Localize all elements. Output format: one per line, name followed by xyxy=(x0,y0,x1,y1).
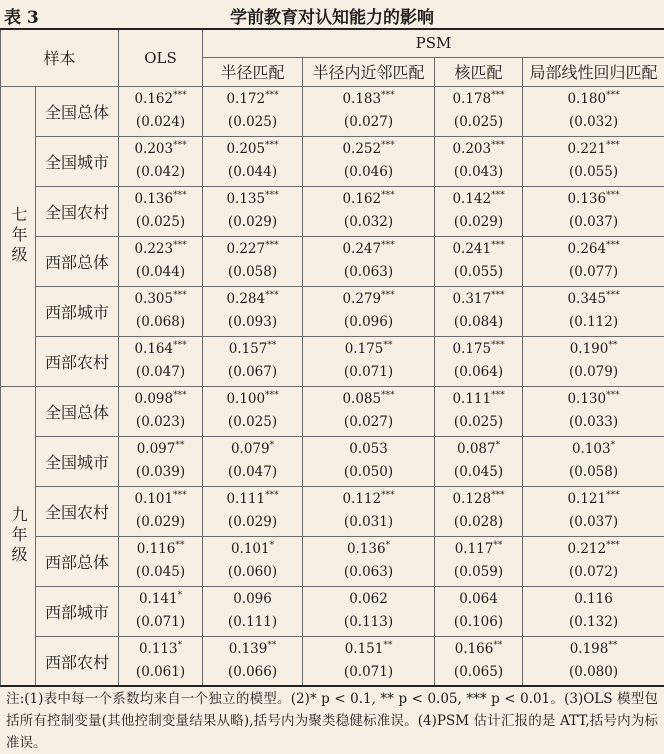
coefficient: 0.064 xyxy=(459,591,498,607)
table-row xyxy=(1,536,664,586)
estimate-cell xyxy=(523,386,664,436)
header-sample: 样本 xyxy=(1,29,119,86)
sample-label: 全国农村 xyxy=(36,486,119,536)
significance-stars: *** xyxy=(491,90,505,101)
coefficient: 0.252 xyxy=(342,141,382,157)
estimate-cell xyxy=(523,286,664,336)
sample-label: 全国城市 xyxy=(36,136,119,186)
standard-error: (0.055) xyxy=(453,264,504,280)
standard-error: (0.043) xyxy=(453,164,504,180)
standard-error: (0.072) xyxy=(568,564,619,580)
estimate-cell xyxy=(435,86,523,136)
standard-error: (0.025) xyxy=(227,114,278,130)
header-psm-llr: 局部线性回归匹配 xyxy=(523,57,664,86)
coefficient: 0.157 xyxy=(228,341,268,357)
estimate-cell xyxy=(303,536,435,586)
standard-error: (0.029) xyxy=(227,214,278,230)
coefficient: 0.079 xyxy=(230,441,270,457)
estimate-cell xyxy=(435,136,523,186)
table-row xyxy=(1,436,664,486)
standard-error: (0.058) xyxy=(568,464,619,480)
sample-label: 全国总体 xyxy=(36,386,119,436)
standard-error: (0.037) xyxy=(568,214,619,230)
standard-error: (0.080) xyxy=(568,664,619,680)
coefficient: 0.136 xyxy=(134,191,174,207)
results-table xyxy=(0,28,664,687)
significance-stars: * xyxy=(177,640,183,651)
significance-stars: *** xyxy=(381,390,395,401)
standard-error: (0.032) xyxy=(343,214,394,230)
header-psm-kernel: 核匹配 xyxy=(435,57,523,86)
standard-error: (0.055) xyxy=(568,164,619,180)
significance-stars: *** xyxy=(381,240,395,251)
coefficient: 0.212 xyxy=(567,541,607,557)
standard-error: (0.027) xyxy=(343,114,394,130)
significance-stars: ** xyxy=(175,440,185,451)
significance-stars: ** xyxy=(608,640,618,651)
sample-label: 西部总体 xyxy=(36,536,119,586)
standard-error: (0.132) xyxy=(568,614,619,630)
standard-error: (0.068) xyxy=(135,314,186,330)
coefficient: 0.116 xyxy=(574,591,613,607)
coefficient: 0.100 xyxy=(226,391,266,407)
standard-error: (0.079) xyxy=(568,364,619,380)
estimate-cell xyxy=(303,336,435,386)
estimate-cell xyxy=(435,186,523,236)
significance-stars: *** xyxy=(173,290,187,301)
standard-error: (0.045) xyxy=(453,464,504,480)
standard-error: (0.067) xyxy=(227,364,278,380)
standard-error: (0.061) xyxy=(135,664,186,680)
significance-stars: *** xyxy=(173,390,187,401)
significance-stars: *** xyxy=(491,240,505,251)
significance-stars: *** xyxy=(173,140,187,151)
standard-error: (0.025) xyxy=(453,414,504,430)
coefficient: 0.284 xyxy=(226,291,266,307)
significance-stars: *** xyxy=(381,90,395,101)
standard-error: (0.045) xyxy=(135,564,186,580)
estimate-cell xyxy=(303,586,435,636)
coefficient: 0.151 xyxy=(344,641,384,657)
coefficient: 0.317 xyxy=(452,291,492,307)
significance-stars: * xyxy=(385,540,391,551)
estimate-cell xyxy=(523,586,664,636)
estimate-cell xyxy=(203,236,303,286)
estimate-cell xyxy=(119,536,203,586)
coefficient: 0.279 xyxy=(342,291,382,307)
table-row xyxy=(1,636,664,686)
estimate-cell xyxy=(119,236,203,286)
estimate-cell xyxy=(523,86,664,136)
estimate-cell xyxy=(119,186,203,236)
significance-stars: ** xyxy=(175,540,185,551)
standard-error: (0.037) xyxy=(568,514,619,530)
significance-stars: *** xyxy=(491,390,505,401)
coefficient: 0.136 xyxy=(346,541,386,557)
estimate-cell xyxy=(435,536,523,586)
estimate-cell xyxy=(119,86,203,136)
significance-stars: ** xyxy=(493,640,503,651)
significance-stars: *** xyxy=(173,90,187,101)
standard-error: (0.031) xyxy=(343,514,394,530)
standard-error: (0.025) xyxy=(135,214,186,230)
standard-error: (0.024) xyxy=(135,114,186,130)
coefficient: 0.175 xyxy=(344,341,384,357)
coefficient: 0.113 xyxy=(138,641,178,657)
standard-error: (0.066) xyxy=(227,664,278,680)
significance-stars: ** xyxy=(267,340,277,351)
estimate-cell xyxy=(203,336,303,386)
coefficient: 0.053 xyxy=(349,441,388,457)
sample-label: 西部总体 xyxy=(36,236,119,286)
estimate-cell xyxy=(435,586,523,636)
coefficient: 0.085 xyxy=(342,391,382,407)
grade-group-label: 七年级 xyxy=(1,86,36,386)
standard-error: (0.047) xyxy=(135,364,186,380)
estimate-cell xyxy=(523,336,664,386)
estimate-cell xyxy=(203,586,303,636)
standard-error: (0.059) xyxy=(453,564,504,580)
significance-stars: *** xyxy=(381,140,395,151)
significance-stars: *** xyxy=(606,540,620,551)
standard-error: (0.025) xyxy=(227,414,278,430)
coefficient: 0.128 xyxy=(452,491,492,507)
estimate-cell xyxy=(203,186,303,236)
standard-error: (0.071) xyxy=(343,364,394,380)
estimate-cell xyxy=(119,336,203,386)
coefficient: 0.190 xyxy=(569,341,609,357)
coefficient: 0.264 xyxy=(567,241,607,257)
estimate-cell xyxy=(435,386,523,436)
significance-stars: *** xyxy=(606,190,620,201)
significance-stars: * xyxy=(177,590,183,601)
standard-error: (0.029) xyxy=(453,214,504,230)
coefficient: 0.164 xyxy=(134,341,174,357)
coefficient: 0.183 xyxy=(342,91,382,107)
sample-label: 西部城市 xyxy=(36,286,119,336)
significance-stars: *** xyxy=(265,140,279,151)
standard-error: (0.025) xyxy=(453,114,504,130)
significance-stars: * xyxy=(269,440,275,451)
header-row-1 xyxy=(1,29,664,57)
header-psm: PSM xyxy=(203,29,664,57)
estimate-cell xyxy=(523,136,664,186)
estimate-cell xyxy=(303,486,435,536)
significance-stars: *** xyxy=(606,490,620,501)
coefficient: 0.203 xyxy=(134,141,174,157)
table-row xyxy=(1,86,664,136)
estimate-cell xyxy=(523,486,664,536)
standard-error: (0.029) xyxy=(227,514,278,530)
standard-error: (0.027) xyxy=(343,414,394,430)
coefficient: 0.101 xyxy=(134,491,174,507)
estimate-cell xyxy=(435,486,523,536)
significance-stars: *** xyxy=(265,90,279,101)
significance-stars: *** xyxy=(606,390,620,401)
estimate-cell xyxy=(435,436,523,486)
standard-error: (0.047) xyxy=(227,464,278,480)
estimate-cell xyxy=(523,186,664,236)
coefficient: 0.172 xyxy=(226,91,266,107)
standard-error: (0.084) xyxy=(453,314,504,330)
standard-error: (0.029) xyxy=(135,514,186,530)
standard-error: (0.096) xyxy=(343,314,394,330)
standard-error: (0.106) xyxy=(453,614,504,630)
coefficient: 0.142 xyxy=(452,191,492,207)
significance-stars: *** xyxy=(173,190,187,201)
significance-stars: *** xyxy=(265,240,279,251)
significance-stars: ** xyxy=(493,540,503,551)
standard-error: (0.042) xyxy=(135,164,186,180)
estimate-cell xyxy=(303,86,435,136)
table-body xyxy=(1,86,664,686)
grade-group-label: 九年级 xyxy=(1,386,36,686)
coefficient: 0.111 xyxy=(452,391,492,407)
significance-stars: *** xyxy=(265,490,279,501)
significance-stars: *** xyxy=(265,290,279,301)
estimate-cell xyxy=(203,86,303,136)
estimate-cell xyxy=(523,236,664,286)
coefficient: 0.203 xyxy=(452,141,492,157)
significance-stars: *** xyxy=(491,190,505,201)
table-title-row xyxy=(0,0,664,28)
coefficient: 0.062 xyxy=(349,591,388,607)
significance-stars: * xyxy=(610,440,616,451)
standard-error: (0.064) xyxy=(453,364,504,380)
sample-label: 西部城市 xyxy=(36,586,119,636)
table-row xyxy=(1,136,664,186)
standard-error: (0.071) xyxy=(135,614,186,630)
significance-stars: *** xyxy=(491,290,505,301)
estimate-cell xyxy=(435,336,523,386)
table-row xyxy=(1,186,664,236)
estimate-cell xyxy=(119,486,203,536)
standard-error: (0.060) xyxy=(227,564,278,580)
estimate-cell xyxy=(303,236,435,286)
standard-error: (0.071) xyxy=(343,664,394,680)
estimate-cell xyxy=(523,436,664,486)
significance-stars: *** xyxy=(606,240,620,251)
coefficient: 0.241 xyxy=(452,241,492,257)
table-label: 表 3 xyxy=(4,8,39,28)
significance-stars: *** xyxy=(173,340,187,351)
estimate-cell xyxy=(119,386,203,436)
table-row xyxy=(1,236,664,286)
coefficient: 0.101 xyxy=(230,541,270,557)
table-row xyxy=(1,286,664,336)
coefficient: 0.087 xyxy=(456,441,496,457)
significance-stars: ** xyxy=(383,640,393,651)
standard-error: (0.044) xyxy=(227,164,278,180)
coefficient: 0.098 xyxy=(134,391,174,407)
sample-label: 全国城市 xyxy=(36,436,119,486)
sample-label: 西部农村 xyxy=(36,336,119,386)
estimate-cell xyxy=(435,636,523,686)
standard-error: (0.063) xyxy=(343,564,394,580)
significance-stars: *** xyxy=(381,490,395,501)
estimate-cell xyxy=(435,286,523,336)
coefficient: 0.198 xyxy=(569,641,609,657)
coefficient: 0.136 xyxy=(567,191,607,207)
estimate-cell xyxy=(523,536,664,586)
estimate-cell xyxy=(119,636,203,686)
significance-stars: *** xyxy=(381,190,395,201)
standard-error: (0.065) xyxy=(453,664,504,680)
estimate-cell xyxy=(203,486,303,536)
header-psm-radius-nn: 半径内近邻匹配 xyxy=(303,57,435,86)
estimate-cell xyxy=(203,386,303,436)
significance-stars: *** xyxy=(381,290,395,301)
coefficient: 0.223 xyxy=(134,241,174,257)
estimate-cell xyxy=(119,136,203,186)
estimate-cell xyxy=(303,286,435,336)
estimate-cell xyxy=(303,186,435,236)
significance-stars: *** xyxy=(491,140,505,151)
coefficient: 0.103 xyxy=(571,441,611,457)
standard-error: (0.058) xyxy=(227,264,278,280)
coefficient: 0.178 xyxy=(452,91,492,107)
standard-error: (0.039) xyxy=(135,464,186,480)
significance-stars: *** xyxy=(606,290,620,301)
significance-stars: * xyxy=(269,540,275,551)
significance-stars: *** xyxy=(606,140,620,151)
table-row xyxy=(1,586,664,636)
significance-stars: ** xyxy=(383,340,393,351)
significance-stars: ** xyxy=(267,640,277,651)
coefficient: 0.345 xyxy=(567,291,607,307)
header-ols: OLS xyxy=(119,29,203,86)
standard-error: (0.023) xyxy=(135,414,186,430)
significance-stars: *** xyxy=(265,390,279,401)
table-row xyxy=(1,386,664,436)
coefficient: 0.205 xyxy=(226,141,266,157)
standard-error: (0.113) xyxy=(343,614,394,630)
coefficient: 0.175 xyxy=(452,341,492,357)
coefficient: 0.305 xyxy=(134,291,174,307)
standard-error: (0.112) xyxy=(568,314,619,330)
estimate-cell xyxy=(119,436,203,486)
coefficient: 0.096 xyxy=(233,591,272,607)
coefficient: 0.139 xyxy=(228,641,268,657)
coefficient: 0.247 xyxy=(342,241,382,257)
estimate-cell xyxy=(203,136,303,186)
coefficient: 0.097 xyxy=(136,441,176,457)
coefficient: 0.221 xyxy=(567,141,607,157)
coefficient: 0.112 xyxy=(342,491,382,507)
significance-stars: * xyxy=(495,440,501,451)
standard-error: (0.093) xyxy=(227,314,278,330)
coefficient: 0.180 xyxy=(567,91,607,107)
standard-error: (0.032) xyxy=(568,114,619,130)
sample-label: 全国农村 xyxy=(36,186,119,236)
estimate-cell xyxy=(119,286,203,336)
significance-stars: ** xyxy=(608,340,618,351)
estimate-cell xyxy=(523,636,664,686)
coefficient: 0.111 xyxy=(226,491,266,507)
header-psm-radius: 半径匹配 xyxy=(203,57,303,86)
estimate-cell xyxy=(303,386,435,436)
coefficient: 0.162 xyxy=(342,191,382,207)
sample-label: 西部农村 xyxy=(36,636,119,686)
coefficient: 0.135 xyxy=(226,191,266,207)
estimate-cell xyxy=(203,286,303,336)
coefficient: 0.121 xyxy=(567,491,607,507)
standard-error: (0.050) xyxy=(343,464,394,480)
coefficient: 0.162 xyxy=(134,91,174,107)
coefficient: 0.166 xyxy=(454,641,494,657)
estimate-cell xyxy=(203,536,303,586)
estimate-cell xyxy=(203,636,303,686)
sample-label: 全国总体 xyxy=(36,86,119,136)
coefficient: 0.130 xyxy=(567,391,607,407)
coefficient: 0.227 xyxy=(226,241,266,257)
significance-stars: *** xyxy=(606,90,620,101)
standard-error: (0.111) xyxy=(227,614,278,630)
standard-error: (0.077) xyxy=(568,264,619,280)
significance-stars: *** xyxy=(491,490,505,501)
table-row xyxy=(1,336,664,386)
coefficient: 0.141 xyxy=(138,591,178,607)
estimate-cell xyxy=(303,436,435,486)
coefficient: 0.117 xyxy=(454,541,494,557)
significance-stars: *** xyxy=(491,340,505,351)
coefficient: 0.116 xyxy=(136,541,176,557)
estimate-cell xyxy=(303,136,435,186)
standard-error: (0.033) xyxy=(568,414,619,430)
significance-stars: *** xyxy=(173,490,187,501)
estimate-cell xyxy=(435,236,523,286)
significance-stars: *** xyxy=(265,190,279,201)
significance-stars: *** xyxy=(173,240,187,251)
table-note: 注:(1)表中每一个系数均来自一个独立的模型。(2)* p < 0.1, ** p < 0.05, *** p < 0.01。(3)OLS 模型包括所有控制变量(其他控制变量结果从略),括号内为聚类稳健标准误。(4)PSM 估计汇报的是 ATT,括号内为标准误。 xyxy=(0,685,664,754)
table-title: 学前教育对认知能力的影响 xyxy=(230,8,434,28)
standard-error: (0.063) xyxy=(343,264,394,280)
standard-error: (0.028) xyxy=(453,514,504,530)
estimate-cell xyxy=(303,636,435,686)
standard-error: (0.044) xyxy=(135,264,186,280)
table-row xyxy=(1,486,664,536)
estimate-cell xyxy=(203,436,303,486)
estimate-cell xyxy=(119,586,203,636)
standard-error: (0.046) xyxy=(343,164,394,180)
